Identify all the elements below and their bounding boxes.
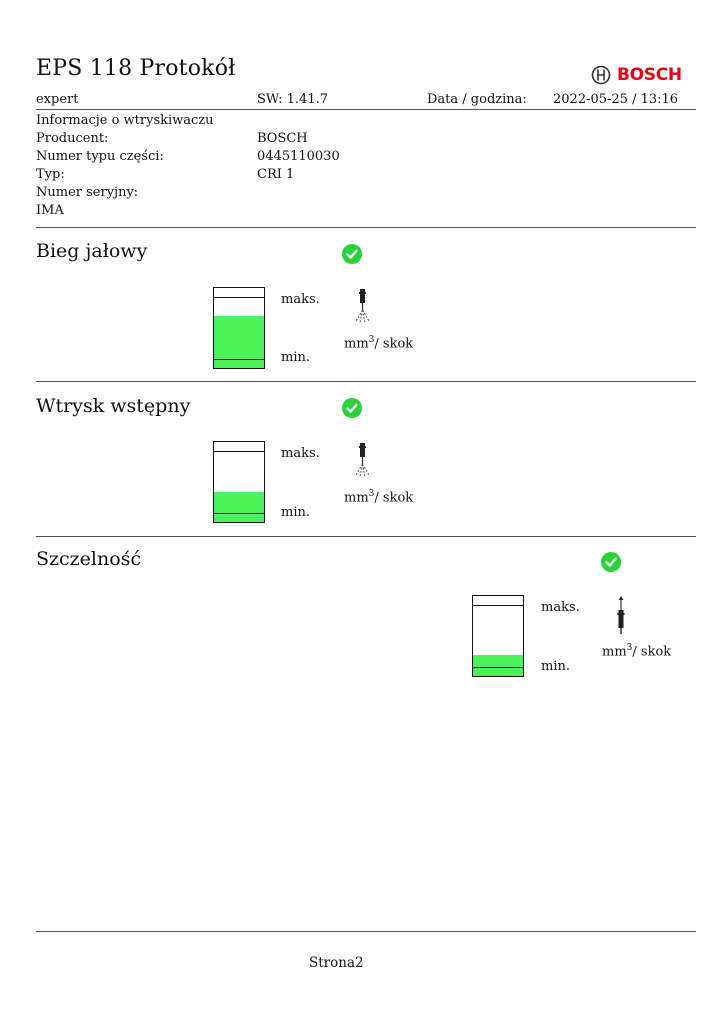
info-label: Numer typu części:	[36, 149, 164, 164]
info-label: Typ:	[36, 167, 65, 182]
info-value: CRI 1	[257, 167, 295, 182]
gauge-fill	[214, 492, 264, 522]
leak-injector-icon	[611, 594, 631, 638]
min-label: min.	[281, 350, 310, 365]
divider	[36, 227, 696, 228]
software-version: SW: 1.41.7	[257, 92, 328, 107]
report-title: EPS 118 Protokół	[36, 56, 236, 81]
page-number: Strona2	[309, 955, 364, 971]
gauge-min-line	[473, 667, 523, 669]
bosch-armature-icon	[591, 65, 611, 85]
unit-label: $mm^3/$ skok	[602, 643, 672, 660]
max-label: maks.	[281, 446, 320, 461]
spray-injector-icon	[351, 442, 373, 482]
min-label: min.	[541, 659, 570, 674]
level-gauge	[213, 287, 265, 369]
gauge-min-line	[214, 359, 264, 361]
date-value: 2022-05-25 / 13:16	[553, 92, 679, 107]
ok-check-icon	[601, 552, 621, 572]
mode-label: expert	[36, 92, 79, 107]
brand-name: BOSCH	[617, 65, 682, 85]
gauge-max-band	[214, 288, 264, 298]
spray-injector-icon	[351, 288, 373, 328]
section-title: Wtrysk wstępny	[36, 395, 191, 417]
info-value: BOSCH	[257, 131, 308, 146]
gauge-fill	[214, 316, 264, 368]
ok-check-icon	[342, 244, 362, 264]
info-label: Producent:	[36, 131, 109, 146]
divider	[36, 536, 696, 537]
divider	[36, 381, 696, 382]
ok-check-icon	[342, 398, 362, 418]
info-heading: Informacje o wtryskiwaczu	[36, 113, 214, 128]
min-label: min.	[281, 505, 310, 520]
section-title: Szczelność	[36, 548, 142, 570]
level-gauge	[472, 595, 524, 677]
gauge-max-band	[214, 442, 264, 452]
bosch-logo	[591, 64, 682, 86]
info-label: Numer seryjny:	[36, 185, 139, 200]
gauge-min-line	[214, 513, 264, 515]
footer-divider	[36, 931, 696, 932]
info-value: 0445110030	[257, 149, 340, 164]
unit-label: $mm^3/$ skok	[344, 335, 414, 352]
max-label: maks.	[541, 600, 580, 615]
max-label: maks.	[281, 292, 320, 307]
date-label: Data / godzina:	[427, 92, 527, 107]
gauge-max-band	[473, 596, 523, 606]
section-title: Bieg jałowy	[36, 240, 148, 262]
unit-label: $mm^3/$ skok	[344, 489, 414, 506]
level-gauge	[213, 441, 265, 523]
info-label: IMA	[36, 203, 64, 218]
divider	[36, 109, 696, 110]
